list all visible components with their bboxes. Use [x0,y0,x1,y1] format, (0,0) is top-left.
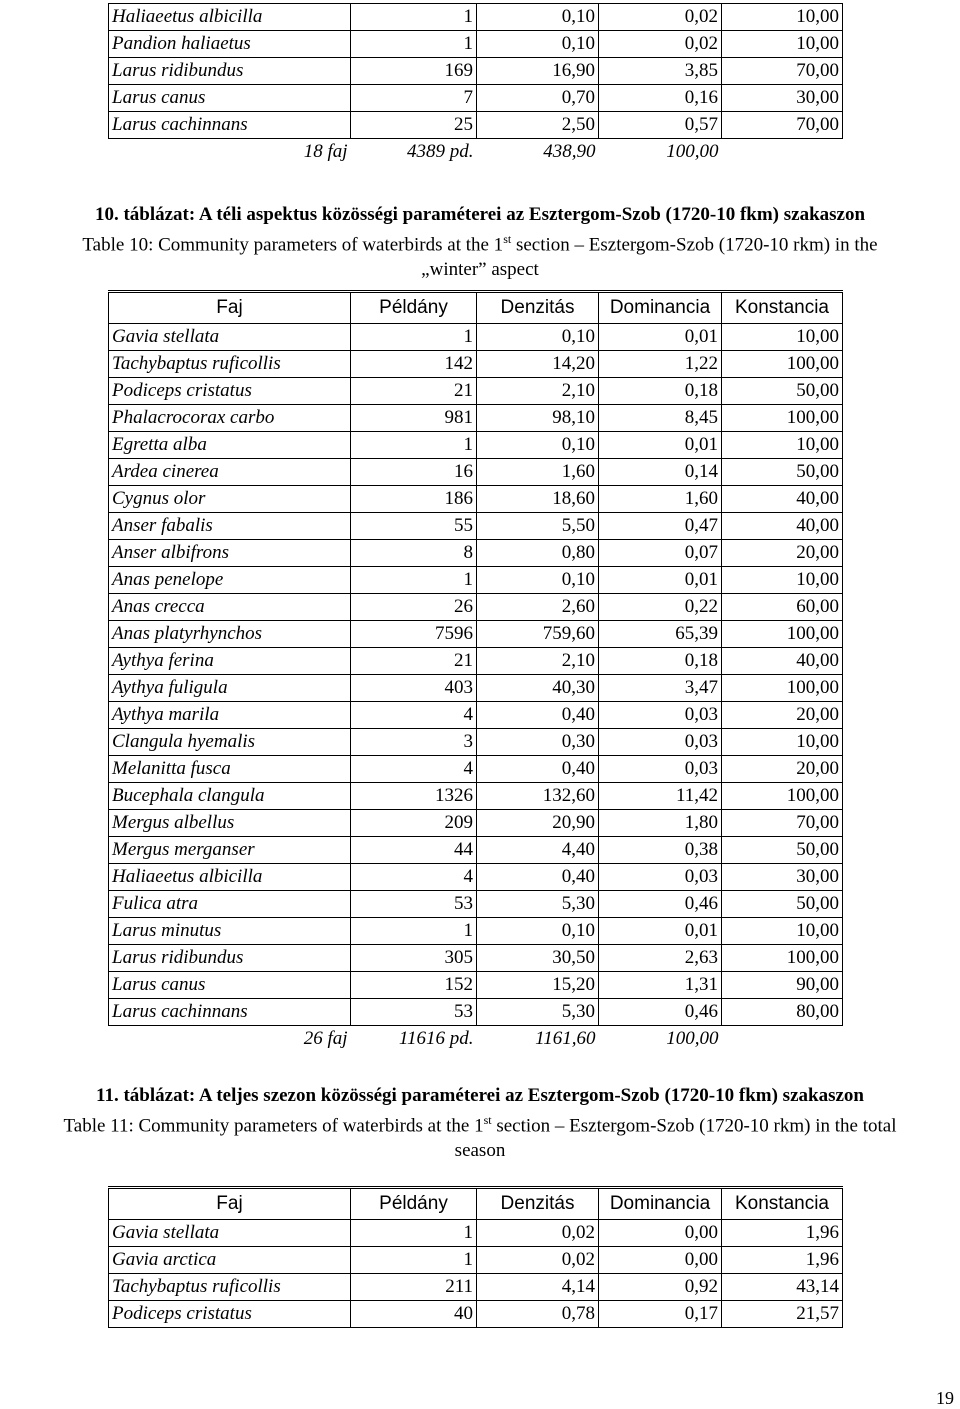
denzitas-cell: 2,10 [477,378,599,405]
peldany-cell: 305 [351,945,477,972]
konstancia-cell: 43,14 [722,1274,843,1301]
header-denzitas: Denzitás [477,292,599,324]
title-en-part: section – Esztergom-Szob (1720-10 rkm) in the total [491,1115,897,1137]
table-row [109,351,843,378]
denzitas-cell: 0,10 [477,432,599,459]
table-row [109,58,843,85]
denzitas-cell: 2,10 [477,648,599,675]
denzitas-cell: 14,20 [477,351,599,378]
header-dominancia: Dominancia [599,292,722,324]
denzitas-cell: 15,20 [477,972,599,999]
denzitas-cell: 1,60 [477,459,599,486]
konstancia-cell: 70,00 [722,112,843,139]
species-cell: Larus canus [109,972,351,999]
species-cell: Gavia arctica [109,1247,351,1274]
dominancia-cell: 0,01 [599,324,722,351]
species-cell: Anas platyrhynchos [109,621,351,648]
table-row [109,486,843,513]
denzitas-cell: 2,60 [477,594,599,621]
table-row [109,621,843,648]
table-row [109,891,843,918]
table-row [109,4,843,31]
dominancia-cell: 0,03 [599,729,722,756]
species-cell: Haliaeetus albicilla [109,864,351,891]
peldany-cell: 4 [351,702,477,729]
denzitas-cell: 30,50 [477,945,599,972]
konstancia-cell: 20,00 [722,540,843,567]
dominancia-cell: 0,57 [599,112,722,139]
konstancia-cell: 10,00 [722,324,843,351]
denzitas-cell: 0,30 [477,729,599,756]
header-konstancia: Konstancia [722,292,843,324]
konstancia-cell: 80,00 [722,999,843,1026]
dominancia-cell: 0,46 [599,999,722,1026]
table-row [109,810,843,837]
konstancia-cell: 70,00 [722,810,843,837]
table-10-title-hu: 10. táblázat: A téli aspektus közösségi paraméterei az Esztergom-Szob (1720-10 fkm) szakaszon [94,204,866,225]
peldany-cell: 40 [351,1301,477,1328]
table-row [109,85,843,112]
konstancia-cell: 50,00 [722,837,843,864]
dominancia-cell: 0,00 [599,1247,722,1274]
table-header-row [109,1188,843,1220]
denzitas-cell: 5,50 [477,513,599,540]
title-en-sup: st [503,232,512,246]
table-row [109,648,843,675]
konstancia-cell: 100,00 [722,405,843,432]
total-row [109,1026,843,1053]
dominancia-cell: 1,60 [599,486,722,513]
title-en-sup: st [483,1113,492,1127]
table-row [109,459,843,486]
peldany-cell: 186 [351,486,477,513]
denzitas-cell: 4,14 [477,1274,599,1301]
header-denzitas: Denzitás [477,1188,599,1220]
species-cell: Podiceps cristatus [109,1301,351,1328]
denzitas-cell: 0,10 [477,567,599,594]
species-cell: Ardea cinerea [109,459,351,486]
table-11-title-en [0,1108,960,1138]
peldany-cell: 1 [351,1220,477,1247]
peldany-cell: 7 [351,85,477,112]
table-row [109,567,843,594]
peldany-cell: 53 [351,891,477,918]
dominancia-cell: 1,22 [599,351,722,378]
title-en-part: Table 10: Community parameters of waterbirds at the 1 [82,234,504,256]
table-11-title-en-cont: season [454,1140,506,1162]
table-row [109,837,843,864]
denzitas-cell: 0,10 [477,918,599,945]
table-11-caption [0,1083,960,1163]
dominancia-cell: 0,14 [599,459,722,486]
peldany-cell: 3 [351,729,477,756]
table-row [109,702,843,729]
konstancia-cell: 100,00 [722,783,843,810]
table-row [109,783,843,810]
total-empty [722,1026,843,1053]
species-cell: Melanitta fusca [109,756,351,783]
peldany-cell: 152 [351,972,477,999]
konstancia-cell: 70,00 [722,58,843,85]
species-cell: Tachybaptus ruficollis [109,351,351,378]
header-faj: Faj [109,1188,351,1220]
peldany-cell: 21 [351,378,477,405]
dominancia-cell: 2,63 [599,945,722,972]
table-11 [108,1186,843,1328]
peldany-cell: 21 [351,648,477,675]
table-row [109,432,843,459]
denzitas-cell: 4,40 [477,837,599,864]
species-cell: Pandion haliaetus [109,31,351,58]
title-en-part: Table 11: Community parameters of waterbirds at the 1 [63,1115,484,1137]
dominancia-cell: 0,07 [599,540,722,567]
konstancia-cell: 40,00 [722,513,843,540]
denzitas-cell: 0,40 [477,702,599,729]
peldany-cell: 26 [351,594,477,621]
konstancia-cell: 1,96 [722,1247,843,1274]
denzitas-cell: 16,90 [477,58,599,85]
dominancia-cell: 11,42 [599,783,722,810]
species-cell: Phalacrocorax carbo [109,405,351,432]
peldany-cell: 1326 [351,783,477,810]
species-cell: Larus canus [109,85,351,112]
dominancia-cell: 0,47 [599,513,722,540]
denzitas-cell: 0,40 [477,864,599,891]
denzitas-cell: 0,70 [477,85,599,112]
dominancia-cell: 1,80 [599,810,722,837]
denzitas-cell: 2,50 [477,112,599,139]
title-en-part: section – Esztergom-Szob (1720-10 rkm) in the [511,234,878,256]
konstancia-cell: 50,00 [722,891,843,918]
table-row [109,324,843,351]
denzitas-cell: 5,30 [477,891,599,918]
dominancia-cell: 8,45 [599,405,722,432]
konstancia-cell: 21,57 [722,1301,843,1328]
denzitas-cell: 0,02 [477,1220,599,1247]
species-cell: Larus cachinnans [109,999,351,1026]
konstancia-cell: 100,00 [722,621,843,648]
species-cell: Tachybaptus ruficollis [109,1274,351,1301]
peldany-cell: 209 [351,810,477,837]
peldany-cell: 981 [351,405,477,432]
konstancia-cell: 10,00 [722,567,843,594]
total-empty [722,139,843,166]
table-row [109,972,843,999]
species-cell: Mergus merganser [109,837,351,864]
table-row [109,729,843,756]
table-11-title-hu: 11. táblázat: A teljes szezon közösségi paraméterei az Esztergom-Szob (1720-10 fkm) szakaszon [96,1085,864,1106]
species-cell: Gavia stellata [109,324,351,351]
peldany-cell: 211 [351,1274,477,1301]
peldany-cell: 1 [351,4,477,31]
denzitas-cell: 0,78 [477,1301,599,1328]
denzitas-cell: 0,10 [477,4,599,31]
table-row [109,378,843,405]
species-cell: Podiceps cristatus [109,378,351,405]
konstancia-cell: 1,96 [722,1220,843,1247]
header-faj: Faj [109,292,351,324]
dominancia-cell: 0,00 [599,1220,722,1247]
konstancia-cell: 60,00 [722,594,843,621]
peldany-cell: 1 [351,567,477,594]
species-cell: Larus ridibundus [109,945,351,972]
denzitas-cell: 0,02 [477,1247,599,1274]
table-row [109,1301,843,1328]
total-denzitas: 1161,60 [535,1028,596,1049]
table-10-caption [0,202,960,282]
peldany-cell: 7596 [351,621,477,648]
konstancia-cell: 50,00 [722,459,843,486]
dominancia-cell: 65,39 [599,621,722,648]
konstancia-cell: 10,00 [722,729,843,756]
species-cell: Aythya marila [109,702,351,729]
denzitas-cell: 18,60 [477,486,599,513]
total-dominancia: 100,00 [666,1028,719,1049]
table-10-title-en-cont: „winter” aspect [421,259,539,281]
species-cell: Bucephala clangula [109,783,351,810]
denzitas-cell: 0,80 [477,540,599,567]
table-row [109,540,843,567]
peldany-cell: 8 [351,540,477,567]
konstancia-cell: 10,00 [722,31,843,58]
dominancia-cell: 0,18 [599,378,722,405]
konstancia-cell: 100,00 [722,675,843,702]
dominancia-cell: 0,01 [599,918,722,945]
species-cell: Anas penelope [109,567,351,594]
table-row [109,1274,843,1301]
table-row [109,405,843,432]
denzitas-cell: 0,10 [477,31,599,58]
table-row [109,999,843,1026]
peldany-cell: 16 [351,459,477,486]
table-row [109,756,843,783]
species-cell: Clangula hyemalis [109,729,351,756]
table-row [109,31,843,58]
table-row [109,112,843,139]
peldany-cell: 403 [351,675,477,702]
peldany-cell: 142 [351,351,477,378]
dominancia-cell: 0,01 [599,432,722,459]
peldany-cell: 1 [351,1247,477,1274]
konstancia-cell: 10,00 [722,432,843,459]
header-konstancia: Konstancia [722,1188,843,1220]
konstancia-cell: 20,00 [722,702,843,729]
species-cell: Larus cachinnans [109,112,351,139]
dominancia-cell: 0,02 [599,31,722,58]
table-header-row [109,292,843,324]
dominancia-cell: 0,22 [599,594,722,621]
konstancia-cell: 50,00 [722,378,843,405]
species-cell: Anser fabalis [109,513,351,540]
dominancia-cell: 0,02 [599,4,722,31]
table-row [109,594,843,621]
konstancia-cell: 90,00 [722,972,843,999]
species-cell: Fulica atra [109,891,351,918]
peldany-cell: 1 [351,31,477,58]
denzitas-cell: 40,30 [477,675,599,702]
dominancia-cell: 3,47 [599,675,722,702]
peldany-cell: 25 [351,112,477,139]
dominancia-cell: 0,03 [599,756,722,783]
denzitas-cell: 98,10 [477,405,599,432]
konstancia-cell: 30,00 [722,864,843,891]
konstancia-cell: 40,00 [722,648,843,675]
dominancia-cell: 0,16 [599,85,722,112]
peldany-cell: 1 [351,918,477,945]
dominancia-cell: 3,85 [599,58,722,85]
table-10 [108,290,843,1052]
header-peldany: Példány [351,1188,477,1220]
total-species: 18 faj [303,141,348,162]
dominancia-cell: 0,46 [599,891,722,918]
peldany-cell: 1 [351,324,477,351]
denzitas-cell: 759,60 [477,621,599,648]
konstancia-cell: 10,00 [722,918,843,945]
species-cell: Anas crecca [109,594,351,621]
table-9-tail [108,3,843,165]
peldany-cell: 1 [351,432,477,459]
species-cell: Aythya fuligula [109,675,351,702]
peldany-cell: 53 [351,999,477,1026]
table-row [109,945,843,972]
table-row [109,675,843,702]
species-cell: Egretta alba [109,432,351,459]
page-number: 19 [936,1388,954,1408]
total-peldany: 4389 pd. [407,141,474,162]
total-denzitas: 438,90 [543,141,596,162]
species-cell: Haliaeetus albicilla [109,4,351,31]
dominancia-cell: 0,38 [599,837,722,864]
peldany-cell: 4 [351,864,477,891]
konstancia-cell: 100,00 [722,945,843,972]
denzitas-cell: 0,40 [477,756,599,783]
species-cell: Aythya ferina [109,648,351,675]
table-row [109,864,843,891]
konstancia-cell: 40,00 [722,486,843,513]
species-cell: Mergus albellus [109,810,351,837]
total-dominancia: 100,00 [666,141,719,162]
species-cell: Anser albifrons [109,540,351,567]
table-10-title-en [0,227,960,257]
dominancia-cell: 1,31 [599,972,722,999]
konstancia-cell: 10,00 [722,4,843,31]
denzitas-cell: 20,90 [477,810,599,837]
konstancia-cell: 30,00 [722,85,843,112]
dominancia-cell: 0,03 [599,702,722,729]
denzitas-cell: 0,10 [477,324,599,351]
total-row [109,139,843,166]
denzitas-cell: 132,60 [477,783,599,810]
species-cell: Cygnus olor [109,486,351,513]
peldany-cell: 169 [351,58,477,85]
peldany-cell: 55 [351,513,477,540]
table-row [109,1220,843,1247]
species-cell: Larus minutus [109,918,351,945]
header-dominancia: Dominancia [599,1188,722,1220]
table-row [109,1247,843,1274]
denzitas-cell: 5,30 [477,999,599,1026]
table-row [109,918,843,945]
species-cell: Larus ridibundus [109,58,351,85]
konstancia-cell: 100,00 [722,351,843,378]
table-row [109,513,843,540]
dominancia-cell: 0,17 [599,1301,722,1328]
peldany-cell: 44 [351,837,477,864]
peldany-cell: 4 [351,756,477,783]
konstancia-cell: 20,00 [722,756,843,783]
total-species: 26 faj [303,1028,348,1049]
species-cell: Gavia stellata [109,1220,351,1247]
total-peldany: 11616 pd. [398,1028,474,1049]
dominancia-cell: 0,18 [599,648,722,675]
dominancia-cell: 0,03 [599,864,722,891]
dominancia-cell: 0,92 [599,1274,722,1301]
header-peldany: Példány [351,292,477,324]
dominancia-cell: 0,01 [599,567,722,594]
